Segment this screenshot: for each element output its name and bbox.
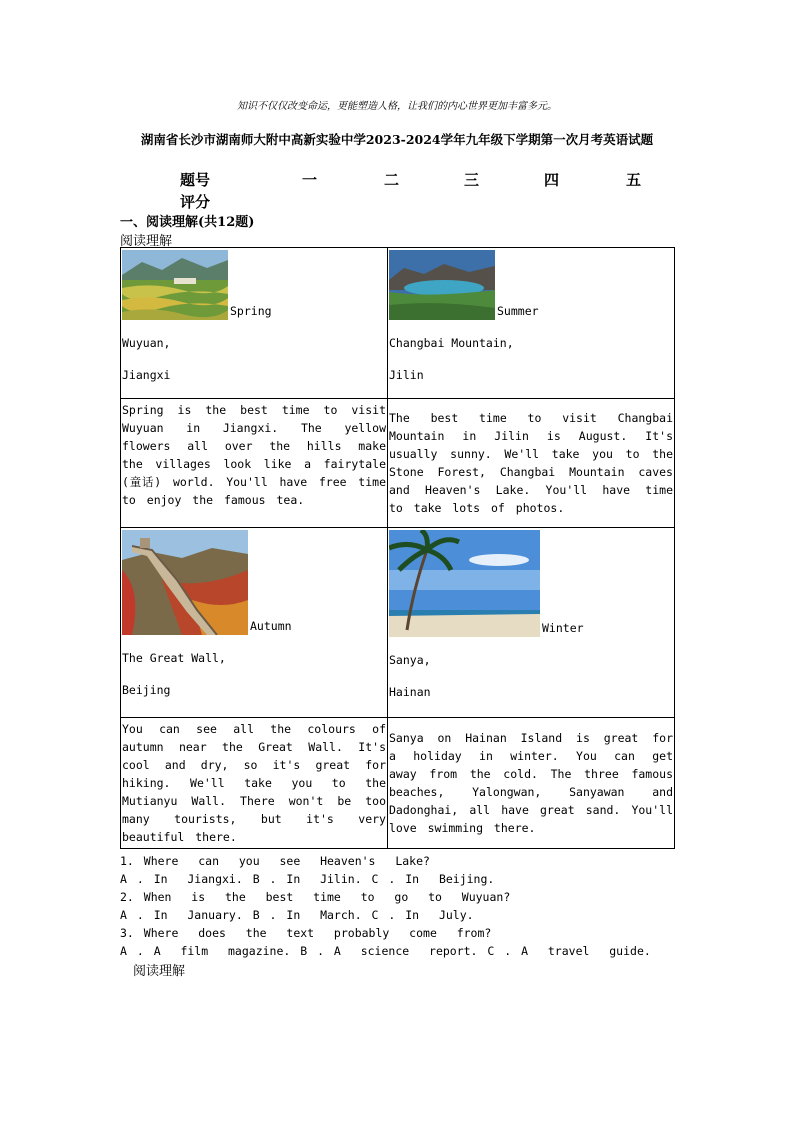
question-1: 1. Where can you see Heaven's Lake? xyxy=(120,854,430,868)
season-autumn: Autumn xyxy=(250,619,292,633)
province-jilin: Jilin xyxy=(389,368,424,382)
question-3-options: A . A film magazine. B . A science report. C . A travel guide. xyxy=(120,944,651,958)
text-spring: Spring is the best time to visit Wuyuan in Jiangxi. The yellow flowers all over the hills make the villages look like a fairytale (童话) world. You'll have free time to enjoy the famous tea. xyxy=(121,399,388,528)
photo-sanya xyxy=(389,530,540,637)
motto: 知识不仅仅改变命运，更能塑造人格，让我们的内心世界更加丰富多元。 xyxy=(237,101,557,112)
text-summer: The best time to visit Changbai Mountain in Jilin is August. It's usually sunny. We'll take you to the Stone Forest, Changbai Mountain caves and Heaven's Lake. You'll have time to take lots of photos. xyxy=(388,399,675,528)
card-winter-header xyxy=(388,528,675,718)
place-sanya: Sanya, xyxy=(389,653,431,667)
province-jiangxi: Jiangxi xyxy=(122,368,171,382)
province-hainan: Hainan xyxy=(389,685,431,699)
section-title: 一、阅读理解(共12题) xyxy=(120,215,255,230)
page-title: 湖南省长沙市湖南师大附中高新实验中学2023-2024学年九年级下学期第一次月考英语试题 xyxy=(140,132,654,147)
card-summer-header xyxy=(388,248,675,399)
score-row-label: 评分 xyxy=(180,193,211,211)
score-col-1: 一 xyxy=(302,171,318,189)
place-great-wall: The Great Wall, xyxy=(122,651,226,665)
score-col-5: 五 xyxy=(626,171,642,189)
season-winter: Winter xyxy=(542,621,584,635)
score-col-4: 四 xyxy=(544,171,560,189)
photo-changbai xyxy=(389,250,495,320)
card-autumn-header xyxy=(121,528,388,718)
score-col-3: 三 xyxy=(464,171,480,189)
place-wuyuan: Wuyuan, xyxy=(122,336,171,350)
place-changbai: Changbai Mountain, xyxy=(389,336,514,350)
question-2: 2. When is the best time to go to Wuyuan? xyxy=(120,890,511,904)
card-spring-header xyxy=(121,248,388,399)
reading-table xyxy=(120,247,675,849)
next-section-subtitle: 阅读理解 xyxy=(133,964,186,979)
season-summer: Summer xyxy=(497,304,539,318)
question-2-options: A . In January. B . In March. C . In July. xyxy=(120,908,474,922)
questions xyxy=(120,852,651,960)
province-beijing: Beijing xyxy=(122,683,171,697)
season-spring: Spring xyxy=(230,304,272,318)
question-1-options: A . In Jiangxi. B . In Jilin. C . In Beijing. xyxy=(120,872,495,886)
photo-great-wall xyxy=(122,530,248,635)
question-3: 3. Where does the text probably come from? xyxy=(120,926,492,940)
photo-wuyuan xyxy=(122,250,228,320)
text-autumn: You can see all the colours of autumn near the Great Wall. It's cool and dry, so it's great for hiking. We'll take you to the Mutianyu Wall. There won't be too many tourists, but it's very beautiful there. xyxy=(121,718,388,849)
section-subtitle: 阅读理解 xyxy=(120,234,173,249)
score-header-label: 题号 xyxy=(180,171,211,189)
text-winter: Sanya on Hainan Island is great for a holiday in winter. You can get away from the cold. The three famous beaches, Yalongwan, Sanyawan and Dadonghai, all have great sand. You'll love swimming there. xyxy=(388,718,675,849)
score-col-2: 二 xyxy=(384,171,400,189)
